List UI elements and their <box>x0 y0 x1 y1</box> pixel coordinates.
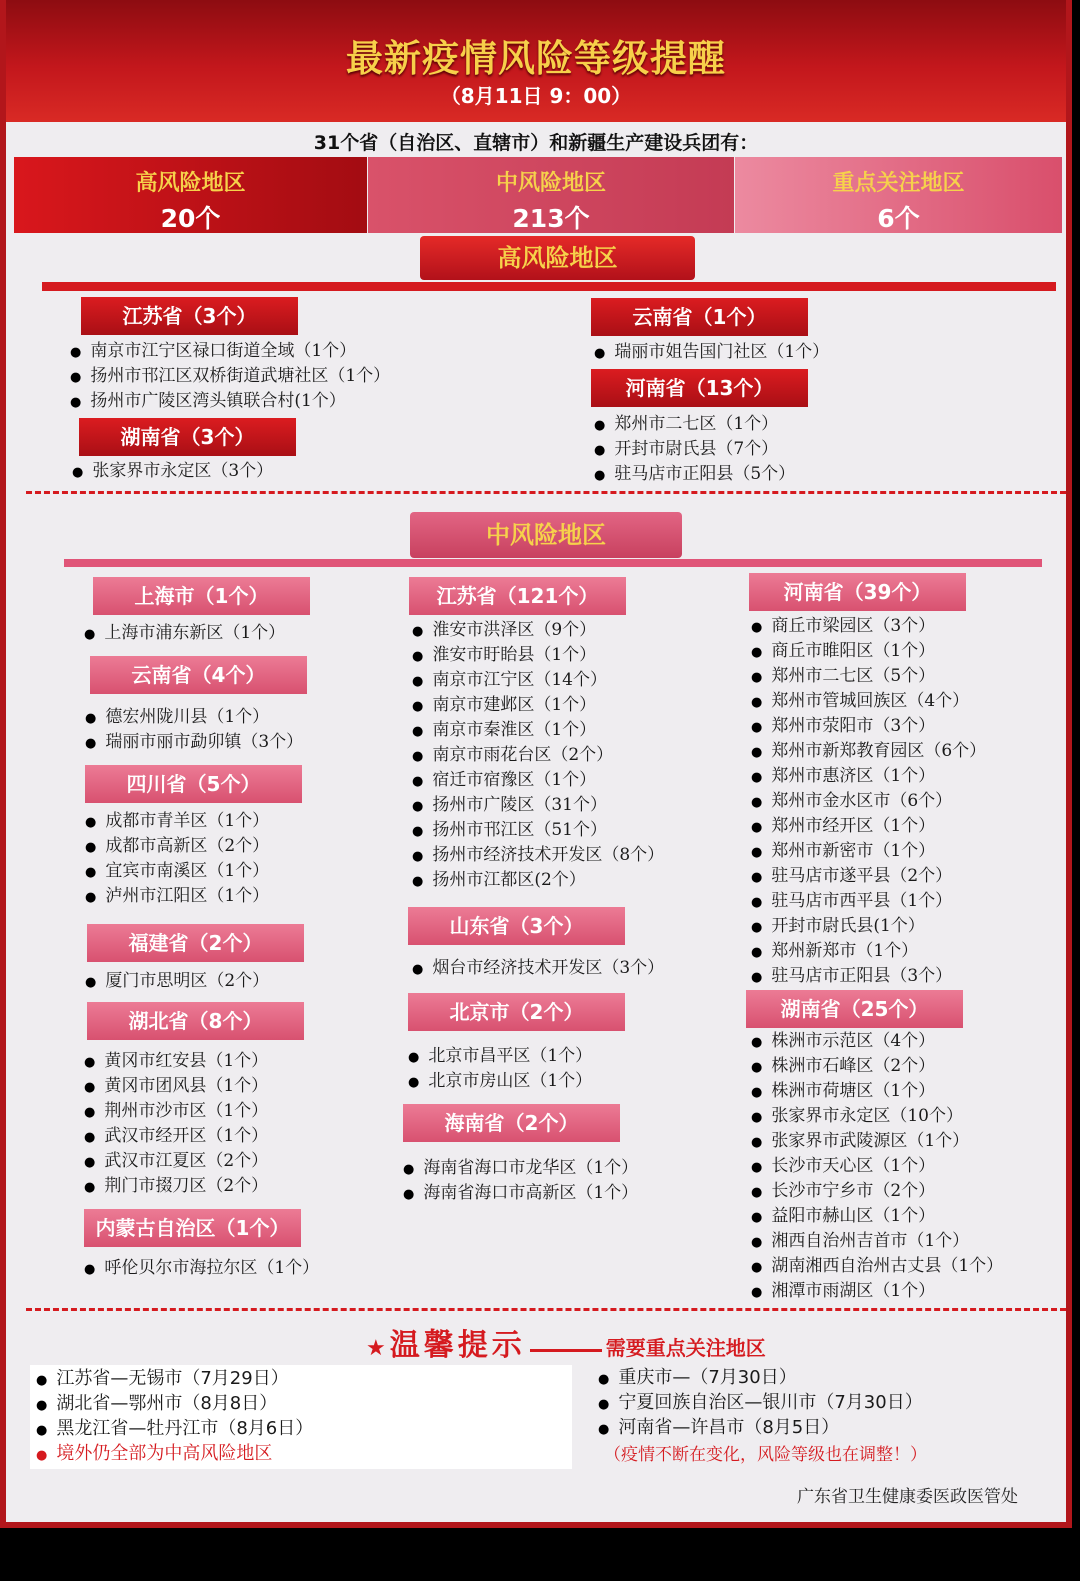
tips-subtitle: 需要重点关注地区 <box>605 1336 766 1360</box>
summary-high-risk <box>14 157 367 233</box>
focus-area-list <box>598 1365 923 1440</box>
area-list <box>751 614 986 989</box>
list-item: ● 郑州市新密市（1个） <box>751 839 986 864</box>
province-header: 海南省（2个） <box>403 1104 620 1142</box>
list-item: ● 株洲市示范区（4个） <box>751 1029 1003 1054</box>
area-list <box>412 956 664 981</box>
summary-label: 重点关注地区 <box>832 171 965 196</box>
list-item: ● 扬州市广陵区湾头镇联合村(1个） <box>70 389 390 414</box>
area-list <box>72 459 273 484</box>
list-item: ● 郑州新郑市（1个） <box>751 939 986 964</box>
header-banner <box>6 0 1066 122</box>
list-item: ● 武汉市经开区（1个） <box>84 1124 268 1149</box>
summary-label: 高风险地区 <box>135 171 246 196</box>
area-list <box>85 705 303 755</box>
list-item: ● 海南省海口市高新区（1个） <box>403 1181 638 1206</box>
summary-label: 中风险地区 <box>495 171 606 196</box>
list-item: ● 驻马店市西平县（1个） <box>751 889 986 914</box>
list-item: ● 重庆市—（7月30日） <box>598 1365 923 1390</box>
list-item: ● 南京市江宁区禄口街道全域（1个） <box>70 339 390 364</box>
list-item: ● 郑州市管城回族区（4个） <box>751 689 986 714</box>
list-item: ● 张家界市武陵源区（1个） <box>751 1129 1003 1154</box>
summary-focus-area <box>735 157 1062 233</box>
mid-risk-heading: 中风险地区 <box>410 512 682 558</box>
list-item: ● 扬州市邗江区双桥街道武塘社区（1个） <box>70 364 390 389</box>
update-time: （8月11日 9：00） <box>440 84 632 108</box>
list-item: ● 郑州市惠济区（1个） <box>751 764 986 789</box>
list-item: ● 株洲市荷塘区（1个） <box>751 1079 1003 1104</box>
list-item: ● 荆州市沙市区（1个） <box>84 1099 268 1124</box>
area-list <box>84 621 285 646</box>
issuer-footer: 广东省卫生健康委医政医管处 <box>797 1487 1018 1507</box>
list-item: ● 瑞丽市丽市勐卯镇（3个） <box>85 730 303 755</box>
list-item: ● 郑州市新郑教育园区（6个） <box>751 739 986 764</box>
area-list <box>84 1256 319 1281</box>
list-item: ● 郑州市经开区（1个） <box>751 814 986 839</box>
list-item: ● 黄冈市红安县（1个） <box>84 1049 268 1074</box>
section-divider <box>26 491 1066 494</box>
list-item: ● 开封市尉氏县（7个） <box>594 437 795 462</box>
province-header: 内蒙古自治区（1个） <box>84 1209 301 1247</box>
change-note: （疫情不断在变化，风险等级也在调整！） <box>604 1445 927 1465</box>
list-item: ● 黄冈市团风县（1个） <box>84 1074 268 1099</box>
list-item: ● 扬州市江都区(2个） <box>412 868 664 893</box>
list-item: ● 郑州市二七区（1个） <box>594 412 795 437</box>
list-item: ● 商丘市睢阳区（1个） <box>751 639 986 664</box>
area-list <box>70 339 390 414</box>
summary-count: 6个 <box>877 204 920 233</box>
province-header: 湖南省（25个） <box>746 990 963 1028</box>
list-item: ● 宜宾市南溪区（1个） <box>85 859 269 884</box>
list-item: ● 武汉市江夏区（2个） <box>84 1149 268 1174</box>
province-header: 北京市（2个） <box>408 993 625 1031</box>
list-item: ● 淮安市洪泽区（9个） <box>412 618 664 643</box>
list-item: ● 成都市青羊区（1个） <box>85 809 269 834</box>
list-item: ● 南京市江宁区（14个） <box>412 668 664 693</box>
list-item: ● 南京市雨花台区（2个） <box>412 743 664 768</box>
list-item: ● 郑州市荥阳市（3个） <box>751 714 986 739</box>
list-item: ● 黑龙江省—牡丹江市（8月6日） <box>36 1416 313 1441</box>
list-item: ● 湘西自治州吉首市（1个） <box>751 1229 1003 1254</box>
list-item: ● 益阳市赫山区（1个） <box>751 1204 1003 1229</box>
list-item: ● 长沙市天心区（1个） <box>751 1154 1003 1179</box>
list-item: ● 驻马店市正阳县（5个） <box>594 462 795 487</box>
list-item: ● 郑州市金水区市（6个） <box>751 789 986 814</box>
tips-dash-line <box>530 1349 602 1352</box>
list-item: ● 驻马店市遂平县（2个） <box>751 864 986 889</box>
list-item: ● 长沙市宁乡市（2个） <box>751 1179 1003 1204</box>
list-item: ● 商丘市梁园区（3个） <box>751 614 986 639</box>
list-item: ● 烟台市经济技术开发区（3个） <box>412 956 664 981</box>
summary-count: 20个 <box>160 204 221 233</box>
list-item: ● 张家界市永定区（3个） <box>72 459 273 484</box>
list-item: ● 成都市高新区（2个） <box>85 834 269 859</box>
list-item: ● 厦门市思明区（2个） <box>85 969 269 994</box>
star-icon: ★ <box>366 1336 386 1361</box>
list-item: ● 郑州市二七区（5个） <box>751 664 986 689</box>
province-header: 河南省（13个） <box>591 369 808 407</box>
summary-subtitle: 31个省（自治区、直辖市）和新疆生产建设兵团有： <box>313 132 759 154</box>
high-risk-heading: 高风险地区 <box>420 236 695 280</box>
list-item: ● 南京市建邺区（1个） <box>412 693 664 718</box>
list-item: ● 南京市秦淮区（1个） <box>412 718 664 743</box>
list-item: ● 张家界市永定区（10个） <box>751 1104 1003 1129</box>
list-item: ● 瑞丽市姐告国门社区（1个） <box>594 340 829 365</box>
tips-title: 温馨提示 <box>389 1328 526 1363</box>
area-list <box>751 1029 1003 1304</box>
area-list <box>403 1156 638 1206</box>
overseas-note: ● 境外仍全部为中高风险地区 <box>36 1441 313 1466</box>
list-item: ● 河南省—许昌市（8月5日） <box>598 1415 923 1440</box>
area-list <box>85 809 269 909</box>
summary-mid-risk <box>368 157 734 233</box>
area-list <box>84 1049 268 1199</box>
high-risk-divider <box>42 282 1056 291</box>
province-header: 福建省（2个） <box>87 924 304 962</box>
mid-risk-divider <box>64 559 1042 567</box>
list-item: ● 呼伦贝尔市海拉尔区（1个） <box>84 1256 319 1281</box>
list-item: ● 荆门市掇刀区（2个） <box>84 1174 268 1199</box>
province-header: 江苏省（3个） <box>81 297 298 335</box>
province-header: 上海市（1个） <box>93 577 310 615</box>
list-item: ● 驻马店市正阳县（3个） <box>751 964 986 989</box>
area-list <box>594 412 795 487</box>
focus-area-list <box>36 1366 313 1466</box>
province-header: 四川省（5个） <box>85 765 302 803</box>
list-item: ● 湖北省—鄂州市（8月8日） <box>36 1391 313 1416</box>
list-item: ● 江苏省—无锡市（7月29日） <box>36 1366 313 1391</box>
province-header: 湖南省（3个） <box>79 418 296 456</box>
list-item: ● 湖南湘西自治州古丈县（1个） <box>751 1254 1003 1279</box>
section-divider <box>26 1308 1066 1311</box>
area-list <box>412 618 664 893</box>
list-item: ● 北京市昌平区（1个） <box>408 1044 592 1069</box>
area-list <box>408 1044 592 1094</box>
province-header: 云南省（1个） <box>591 298 808 336</box>
list-item: ● 扬州市广陵区（31个） <box>412 793 664 818</box>
list-item: ● 株洲市石峰区（2个） <box>751 1054 1003 1079</box>
list-item: ● 泸州市江阳区（1个） <box>85 884 269 909</box>
province-header: 江苏省（121个） <box>409 577 626 615</box>
list-item: ● 开封市尉氏县(1个） <box>751 914 986 939</box>
list-item: ● 上海市浦东新区（1个） <box>84 621 285 646</box>
list-item: ● 宿迁市宿豫区（1个） <box>412 768 664 793</box>
province-header: 云南省（4个） <box>90 656 307 694</box>
page-title: 最新疫情风险等级提醒 <box>346 37 726 80</box>
area-list <box>594 340 829 365</box>
list-item: ● 湘潭市雨湖区（1个） <box>751 1279 1003 1304</box>
province-header: 河南省（39个） <box>749 573 966 611</box>
tips-heading <box>366 1320 766 1363</box>
list-item: ● 扬州市经济技术开发区（8个） <box>412 843 664 868</box>
list-item: ● 北京市房山区（1个） <box>408 1069 592 1094</box>
summary-count: 213个 <box>512 204 590 233</box>
list-item: ● 扬州市邗江区（51个） <box>412 818 664 843</box>
list-item: ● 德宏州陇川县（1个） <box>85 705 303 730</box>
list-item: ● 海南省海口市龙华区（1个） <box>403 1156 638 1181</box>
list-item: ● 宁夏回族自治区—银川市（7月30日） <box>598 1390 923 1415</box>
province-header: 湖北省（8个） <box>87 1002 304 1040</box>
area-list <box>85 969 269 994</box>
list-item: ● 淮安市盱眙县（1个） <box>412 643 664 668</box>
province-header: 山东省（3个） <box>408 907 625 945</box>
